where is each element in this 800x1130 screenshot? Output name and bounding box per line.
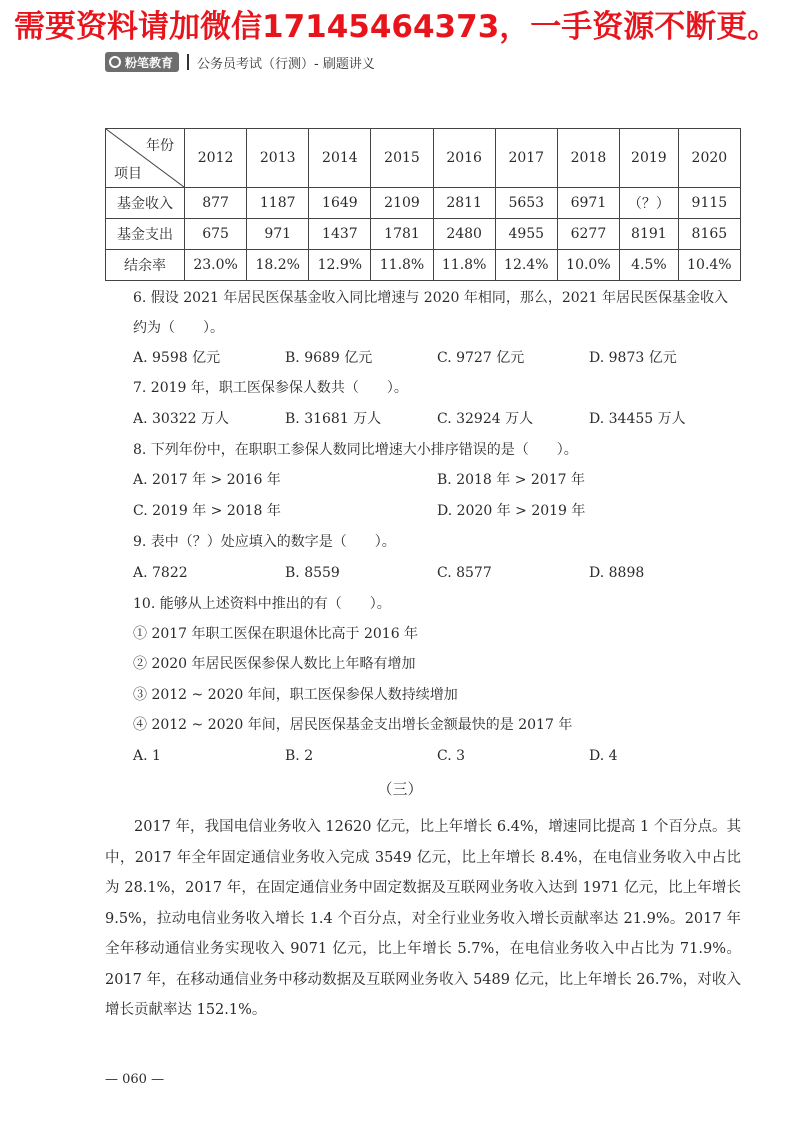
table-corner-cell — [106, 129, 185, 188]
q6-option-d: D. 9873 亿元 — [589, 350, 677, 366]
table-cell: 2811 — [433, 188, 495, 219]
table-cell: 6971 — [557, 188, 619, 219]
table-cell: 10.4% — [678, 250, 740, 281]
logo-icon — [109, 56, 121, 68]
material-paragraph: 2017 年，我国电信业务收入 12620 亿元，比上年增长 6.4%，增速同比提高 1 个百分点。其中，2017 年全年固定通信业务收入完成 3549 亿元，比上年增长 8.4%，在电信业务收入中占比为 28.1%，2017 年，在固定通信业务中固定数据及互联网业务收入达到 1971 亿元，比上年增长 9.5%，拉动电信业务收入增长 1.4 个百分点，对全行业业务收入增长贡献率达 21.9%。2017 年全年移动通信业务实现收入 9071 亿元，比上年增长 5.7%，在电信业务收入中占比为 71.9%。2017 年，在移动通信业务中移动数据及互联网业务收入 5489 亿元，比上年增长 26.7%，对收入增长贡献率达 152.1%。 — [105, 819, 741, 1018]
fund-data-table — [105, 128, 741, 281]
year-header: 2014 — [309, 129, 371, 188]
table-cell: 8165 — [678, 219, 740, 250]
table-header-row — [106, 129, 741, 188]
q9-option-c: C. 8577 — [437, 565, 492, 581]
q10-statement-1: ① 2017 年职工医保在职退休比高于 2016 年 — [133, 626, 419, 642]
q6-option-b: B. 9689 亿元 — [285, 350, 373, 366]
q10-option-a: A. 1 — [133, 748, 161, 764]
q7-option-c: C. 32924 万人 — [437, 411, 534, 427]
q9-option-b: B. 8559 — [285, 565, 340, 581]
table-cell: 8191 — [619, 219, 678, 250]
table-cell: 12.9% — [309, 250, 371, 281]
corner-label-item: 项目 — [114, 166, 142, 182]
table-cell: 1781 — [371, 219, 433, 250]
table-cell: 18.2% — [247, 250, 309, 281]
year-header: 2018 — [557, 129, 619, 188]
table-cell: 2109 — [371, 188, 433, 219]
table-cell: 6277 — [557, 219, 619, 250]
logo-text: 粉笔教育 — [125, 55, 174, 70]
year-header: 2017 — [495, 129, 557, 188]
q10-option-c: C. 3 — [437, 748, 466, 764]
q8-option-c: C. 2019 年 > 2018 年 — [133, 503, 281, 519]
corner-label-year: 年份 — [146, 138, 174, 154]
table-cell: 11.8% — [371, 250, 433, 281]
table-cell: 877 — [185, 188, 247, 219]
table-cell: 9115 — [678, 188, 740, 219]
q8-option-a: A. 2017 年 > 2016 年 — [133, 472, 281, 488]
q10-statement-4: ④ 2012 ~ 2020 年间，居民医保基金支出增长金额最快的是 2017 年 — [133, 717, 573, 733]
question-6: 6. 假设 2021 年居民医保基金收入同比增速与 2020 年相同，那么，2021 年居民医保基金收入约为（ ）。 — [133, 290, 728, 336]
year-header: 2019 — [619, 129, 678, 188]
q10-statement-3: ③ 2012 ~ 2020 年间，职工医保参保人数持续增加 — [133, 687, 458, 703]
table-cell: 1437 — [309, 219, 371, 250]
table-row — [106, 188, 741, 219]
row-label: 基金收入 — [106, 188, 185, 219]
table-cell: 971 — [247, 219, 309, 250]
table-cell: 675 — [185, 219, 247, 250]
year-header: 2015 — [371, 129, 433, 188]
section-title: （三） — [377, 780, 423, 798]
q7-option-a: A. 30322 万人 — [133, 411, 229, 427]
q8-option-d: D. 2020 年 > 2019 年 — [437, 503, 586, 519]
q6-option-c: C. 9727 亿元 — [437, 350, 525, 366]
question-8: 8. 下列年份中，在职职工参保人数同比增速大小排序错误的是（ ）。 — [133, 442, 578, 458]
table-row — [106, 250, 741, 281]
q7-option-d: D. 34455 万人 — [589, 411, 686, 427]
q10-option-d: D. 4 — [589, 748, 618, 764]
table-cell: 10.0% — [557, 250, 619, 281]
page-header — [105, 50, 375, 74]
year-header: 2012 — [185, 129, 247, 188]
q9-option-a: A. 7822 — [133, 565, 188, 581]
question-7: 7. 2019 年，职工医保参保人数共（ ）。 — [133, 380, 408, 396]
row-label: 结余率 — [106, 250, 185, 281]
header-title: 公务员考试（行测）- 刷题讲义 — [197, 56, 375, 72]
table-cell: 11.8% — [433, 250, 495, 281]
q7-option-b: B. 31681 万人 — [285, 411, 382, 427]
table-row — [106, 219, 741, 250]
table-cell: 12.4% — [495, 250, 557, 281]
table-cell: 4.5% — [619, 250, 678, 281]
table-cell: 2480 — [433, 219, 495, 250]
q9-option-d: D. 8898 — [589, 565, 645, 581]
table-cell: 5653 — [495, 188, 557, 219]
row-label: 基金支出 — [106, 219, 185, 250]
table-cell: （？） — [619, 188, 678, 219]
question-9: 9. 表中（？）处应填入的数字是（ ）。 — [133, 534, 396, 550]
publisher-logo — [105, 52, 179, 72]
year-header: 2016 — [433, 129, 495, 188]
table-cell: 1187 — [247, 188, 309, 219]
table-cell: 4955 — [495, 219, 557, 250]
q10-statement-2: ② 2020 年居民医保参保人数比上年略有增加 — [133, 656, 416, 672]
question-10: 10. 能够从上述资料中推出的有（ ）。 — [133, 596, 391, 612]
header-divider — [187, 54, 189, 70]
q8-option-b: B. 2018 年 > 2017 年 — [437, 472, 585, 488]
year-header: 2020 — [678, 129, 740, 188]
q6-option-a: A. 9598 亿元 — [133, 350, 221, 366]
table-cell: 1649 — [309, 188, 371, 219]
q10-option-b: B. 2 — [285, 748, 314, 764]
watermark-banner: 需要资料请加微信17145464373，一手资源不断更。 — [14, 9, 779, 45]
year-header: 2013 — [247, 129, 309, 188]
table-cell: 23.0% — [185, 250, 247, 281]
page-number: — 060 — — [105, 1072, 165, 1087]
